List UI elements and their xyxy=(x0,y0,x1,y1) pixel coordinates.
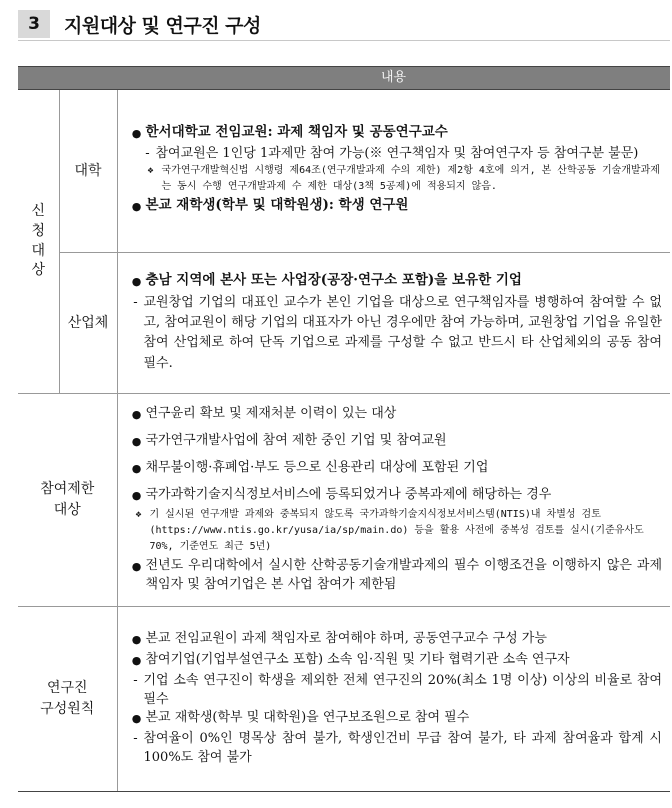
support-target-table xyxy=(18,66,670,792)
section-divider xyxy=(18,40,670,41)
note-item: ❖ 국가연구개발혁신법 시행령 제64조(연구개발과제 수의 제한) 제2항 4호에 의거, 본 산학공동 기술개발과제는 동시 수행 연구개발과제 수 제한 대상(3책 5공제)에 적용되지 않음. xyxy=(147,165,660,193)
list-item: ● 전년도 우리대학에서 실시한 산학공동기술개발과제의 필수 이행조건을 이행하지 않은 과제 책임자 및 참여기업은 본 사업 참여가 제한됨 xyxy=(131,558,662,593)
list-item: - 기업 소속 연구진이 학생을 제외한 전체 연구진의 20%(최소 1명 이상) 이상의 비율로 참여 필수 xyxy=(133,672,662,707)
list-item: ● 채무불이행·휴폐업·부도 등으로 신용관리 대상에 포함된 기업 xyxy=(131,459,489,475)
label-participation-restriction: 참여제한 대상 xyxy=(18,394,117,607)
list-item: ● 본교 전임교원이 과제 책임자로 참여해야 하며, 공동연구교수 구성 가능 xyxy=(131,630,547,646)
list-item: ● 한서대학교 전임교원: 과제 책임자 및 공동연구교수 xyxy=(131,124,448,141)
list-item: - 교원창업 기업의 대표인 교수가 본인 기업을 대상으로 연구책임자를 병행하여 참여할 수 없고, 참여교원이 해당 기업의 대표자가 아닌 경우에만 참여 가능하며, 교원창업 기업을 유일한 참여 산업체로 하여 단독 기업으로 과제를 구성할 수 없고 반드시 타 산업체외의 공동 참여 필수. xyxy=(133,295,662,371)
list-item: ● 본교 재학생(학부 및 대학원생): 학생 연구원 xyxy=(131,197,409,214)
table-row xyxy=(18,253,670,394)
note-item: ❖ 기 실시된 연구개발 과제와 중복되지 않도록 국가과학기술지식정보서비스템(NTIS)내 차별성 검토(https://www.ntis.go.kr/yusa/ia/sp/main.do) 등을 활용 사전에 중복성 검토를 실시(기준유사도 70%, 기준연도 최근 5년) xyxy=(135,509,644,553)
table-row xyxy=(18,90,670,253)
list-item: ● 충남 지역에 본사 또는 사업장(공장·연구소 포함)을 보유한 기업 xyxy=(131,272,522,289)
list-item: ● 국가과학기술지식정보서비스에 등록되었거나 중복과제에 해당하는 경우 xyxy=(131,486,552,502)
list-item: ● 연구윤리 확보 및 제재처분 이력이 있는 대상 xyxy=(131,405,397,421)
table-header-content: 내용 xyxy=(117,67,670,90)
sublabel-university: 대학 xyxy=(59,90,117,253)
restriction-content xyxy=(117,394,670,607)
section-title: 지원대상 및 연구진 구성 xyxy=(64,14,261,37)
sublabel-industry: 산업체 xyxy=(59,253,117,394)
list-item: ● 본교 재학생(학부 및 대학원)을 연구보조원으로 참여 필수 xyxy=(131,710,470,726)
section-number: 3 xyxy=(18,10,50,38)
table-row xyxy=(18,607,670,792)
list-item: ● 참여기업(기업부설연구소 포함) 소속 임·직원 및 기타 협력기관 소속 연구자 xyxy=(131,651,570,667)
group-label-applicant: 신 청 대 상 xyxy=(18,90,59,394)
industry-content xyxy=(117,253,670,394)
table-row xyxy=(18,394,670,607)
composition-content xyxy=(117,607,670,792)
list-item: - 참여교원은 1인당 1과제만 참여 가능(※ 연구책임자 및 참여연구자 등 참여구분 불문) xyxy=(145,145,639,161)
section-header xyxy=(18,10,670,38)
list-item: - 참여율이 0%인 명목상 참여 불가, 학생인건비 무급 참여 불가, 타 과제 참여율과 합계 시 100%도 참여 불가 xyxy=(133,731,662,766)
list-item: ● 국가연구개발사업에 참여 제한 중인 기업 및 참여교원 xyxy=(131,432,447,448)
university-content xyxy=(117,90,670,253)
table-header-row xyxy=(18,67,670,90)
label-team-composition: 연구진 구성원칙 xyxy=(18,607,117,792)
